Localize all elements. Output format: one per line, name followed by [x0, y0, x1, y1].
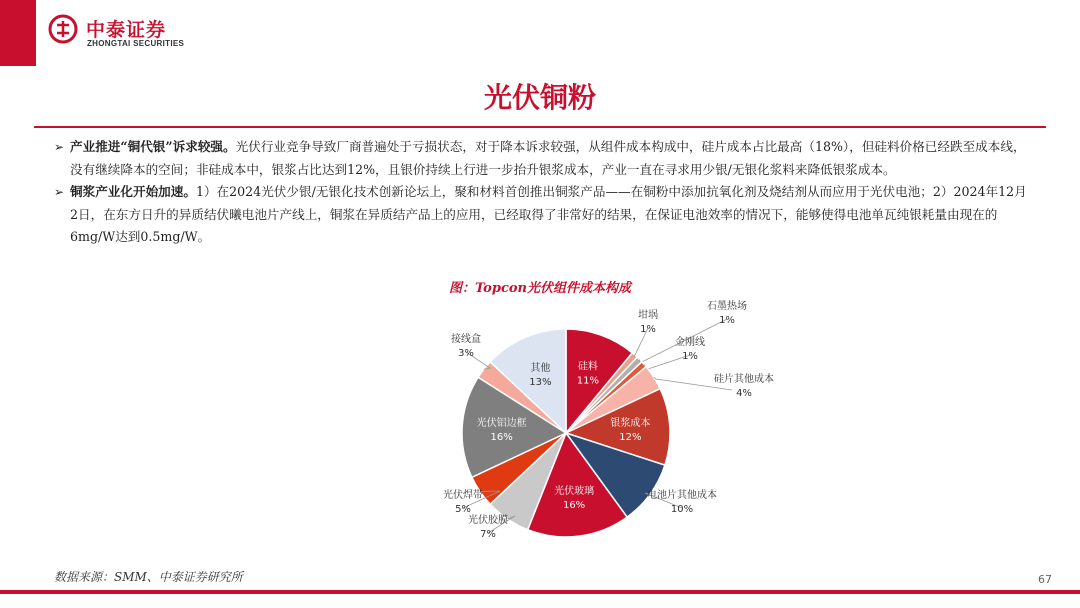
- slice-value-label: 1%: [719, 315, 735, 326]
- slice-label: 金刚线: [675, 337, 705, 348]
- brand-name: 中泰证券: [86, 19, 167, 41]
- bullet-lead: 产业推进“铜代银”诉求较强。: [70, 139, 236, 154]
- slice-label: 石墨热场: [707, 301, 747, 312]
- footer-divider: [0, 590, 1080, 594]
- brand-name-english: ZHONGTAI SECURITIES: [87, 39, 185, 48]
- slice-label: 硅片其他成本: [714, 374, 774, 385]
- slice-value-label: 16%: [562, 499, 586, 511]
- slice-label: 电池片其他成本: [647, 490, 717, 501]
- slice-value-label: 16%: [490, 431, 513, 443]
- slice-value-label: 13%: [529, 376, 552, 388]
- slice-value-label: 7%: [480, 529, 496, 540]
- slice-label: 坩埚: [638, 310, 658, 321]
- slice-value-label: 3%: [458, 348, 474, 359]
- arrow-bullet-icon: ➢: [54, 185, 65, 199]
- slice-value-label: 10%: [670, 504, 694, 515]
- slice-label: 硅料: [577, 361, 598, 373]
- slice-value-label: 12%: [619, 431, 642, 443]
- slice-value-label: 4%: [736, 388, 752, 399]
- slice-label: 接线盒: [451, 334, 481, 345]
- slice-label: 光伏铝边框: [476, 417, 527, 429]
- slice-value-label: 1%: [682, 351, 698, 362]
- bullet-text: 1）在2024光伏少银/无银化技术创新论坛上，聚和材料首创推出铜浆产品——在铜粉中添加抗氧化剂及烧结剂从而应用于光伏电池；2）2024年12月2日，在东方日升的异质结伏曦电池片产线上，铜浆在异质结产品上的应用，已经取得了非常好的结果，在保证电池效率的情况下，能够使得电池单瓦纯银耗量由现在的6mg/W达到0.5mg/W。: [70, 184, 1027, 244]
- data-source: 数据来源：SMM、中泰证券研究所: [54, 570, 243, 584]
- bullet-text: 光伏行业竞争导致厂商普遍处于亏损状态，对于降本诉求较强，从组件成本构成中，硅片成本占比最高（18%），但硅料价格已经跌至成本线，没有继续降本的空间；非硅成本中，银浆占比达到12%，且银价持续上行进一步抬升银浆成本，产业一直在寻求用少银/无银化浆料来降低银浆成本。: [70, 139, 1026, 177]
- slice-value-label: 11%: [576, 375, 599, 387]
- chart-title: 图：Topcon光伏组件成本构成: [449, 281, 631, 296]
- slice-value-label: 5%: [455, 504, 471, 515]
- slice-label: 光伏胶膜: [468, 515, 508, 526]
- slice-label: 银浆成本: [610, 417, 651, 429]
- page-number: 67: [1038, 573, 1052, 586]
- slice-value-label: 1%: [640, 324, 656, 335]
- arrow-bullet-icon: ➢: [54, 140, 65, 154]
- slice-label: 光伏焊带: [443, 490, 483, 501]
- bullet-lead: 铜浆产业化开始加速。: [70, 184, 196, 199]
- page-title: 光伏铜粉: [483, 81, 596, 114]
- slice-label: 其他: [530, 362, 551, 374]
- slice-label: 光伏玻璃: [554, 485, 595, 497]
